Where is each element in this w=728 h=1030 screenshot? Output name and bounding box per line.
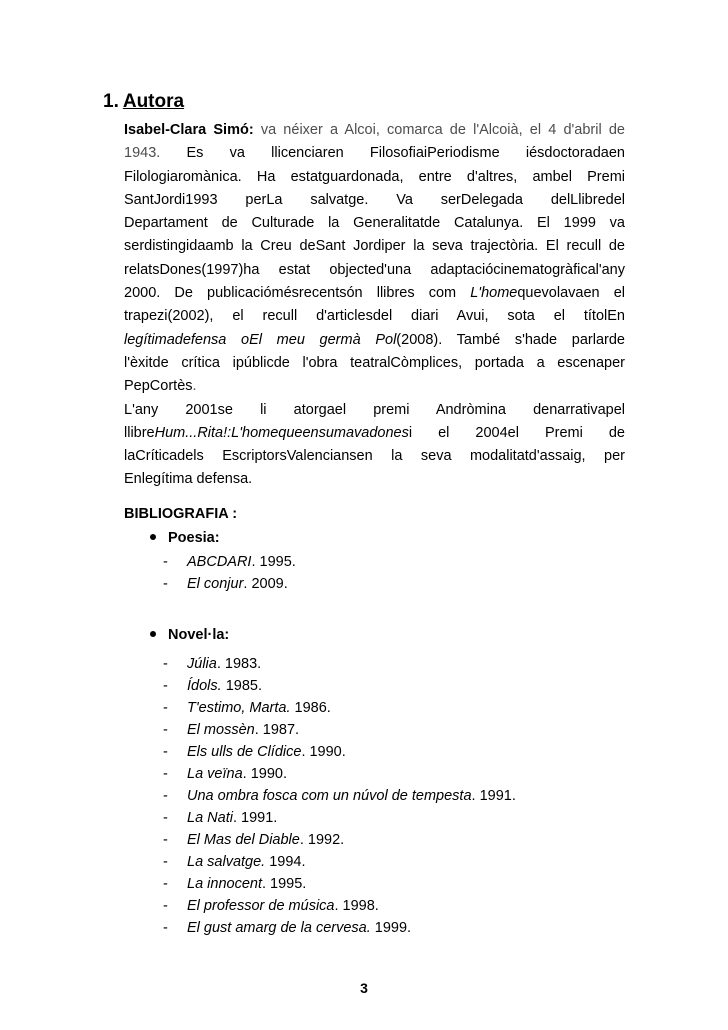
dash-icon: - <box>163 832 168 848</box>
bio-line: SantJordi1993 perLa salvatge. Va serDelegada delLlibredel <box>124 191 625 208</box>
list-item <box>163 653 516 675</box>
book-title: La salvatge. <box>187 854 266 870</box>
dash-icon: - <box>163 576 168 592</box>
list-item <box>163 807 516 829</box>
book-year: 1999. <box>370 920 412 936</box>
bio-line: 2000. De publicaciómésrecentsón llibres com L'homequevolavaen el <box>124 285 625 302</box>
dash-icon: - <box>163 788 168 804</box>
dash-icon: - <box>163 678 168 694</box>
book-year: . 1995. <box>261 876 307 892</box>
book-title: Els ulls de Clídice <box>187 744 302 760</box>
list-item <box>163 573 296 595</box>
book-title: Júlia <box>187 656 217 672</box>
book-year: . 1991. <box>232 810 278 826</box>
book-title: La Nati <box>187 810 233 826</box>
bio-line: L'any 2001se li atorgael premi Andròmina denarrativapel <box>124 401 625 418</box>
author-name: Isabel-Clara Simó: <box>124 122 254 138</box>
book-title: Ídols. <box>187 678 222 694</box>
bio-line: PepCortès. <box>124 378 197 395</box>
list-item <box>163 675 516 697</box>
category-label: Poesia: <box>168 530 220 546</box>
bio-line: Isabel-Clara Simó: va néixer a Alcoi, comarca de l'Alcoià, el 4 d'abril de <box>124 122 625 138</box>
book-year: . 1998. <box>334 898 379 914</box>
list-item <box>163 697 516 719</box>
book-year: . 1995. <box>251 554 296 570</box>
bio-line: llibreHum...Rita!:L'homequeensumavadonesi el 2004el Premi de <box>124 424 625 441</box>
dash-icon: - <box>163 876 168 892</box>
bullet-icon <box>150 528 168 548</box>
dash-icon: - <box>163 554 168 570</box>
dash-icon: - <box>163 722 168 738</box>
category-poesia <box>150 528 220 548</box>
bio-line: Enlegítima defensa. <box>124 471 253 488</box>
bio-line: trapezi(2002), el recull d'articlesdel diari Avui, sota el títolEn <box>124 308 625 325</box>
section-heading <box>103 90 184 114</box>
book-year: . 1991. <box>471 788 516 804</box>
list-item <box>163 917 516 939</box>
book-title: El conjur <box>187 576 244 592</box>
bio-line: Departament de Culturade la Generalitatde Catalunya. El 1999 va <box>124 215 625 232</box>
section-title: Autora <box>122 91 185 112</box>
page-number: 3 <box>360 980 368 996</box>
book-year: 1986. <box>290 700 331 716</box>
list-item <box>163 551 296 573</box>
category-novella <box>150 625 229 645</box>
list-item <box>163 829 516 851</box>
book-year: . 2009. <box>243 576 288 592</box>
book-year: . 1983. <box>216 656 262 672</box>
book-year: . 1990. <box>301 744 346 760</box>
dash-icon: - <box>163 656 168 672</box>
book-title: El gust amarg de la cervesa. <box>187 920 371 936</box>
bio-line: 1943. Es va llicenciaren FilosofiaiPeriodisme iésdoctoradaen <box>124 145 625 162</box>
book-year: . 1992. <box>299 832 345 848</box>
bio-line: legítimadefensa oEl meu germà Pol(2008). També s'hade parlarde <box>124 331 625 348</box>
dash-icon: - <box>163 920 168 936</box>
list-item <box>163 873 516 895</box>
book-title: La veïna <box>187 766 243 782</box>
list-item <box>163 851 516 873</box>
book-year: 1994. <box>265 854 306 870</box>
book-title: ABCDARI <box>187 554 252 570</box>
bullet-icon <box>150 625 168 645</box>
bio-line: serdistingidaamb la Creu deSant Jordiper la seva trajectòria. El recull de <box>124 238 625 255</box>
list-item <box>163 741 516 763</box>
book-title: La innocent <box>187 876 262 892</box>
list-item <box>163 895 516 917</box>
bibliography-label: BIBLIOGRAFIA : <box>124 506 238 522</box>
book-title: T'estimo, Marta. <box>187 700 291 716</box>
dash-icon: - <box>163 744 168 760</box>
bio-line: Filologiaromànica. Ha estatguardonada, entre d'altres, ambel Premi <box>124 168 625 185</box>
book-title: El professor de música <box>187 898 335 914</box>
list-item <box>163 763 516 785</box>
book-year: . 1987. <box>254 722 300 738</box>
bio-line: l'èxitde crítica ipúblicde l'obra teatralCòmplices, portada a escenaper <box>124 354 625 371</box>
bio-line: relatsDones(1997)ha estat objected'una adaptaciócinematogràfical'any <box>124 261 625 278</box>
novella-list <box>163 653 516 939</box>
book-title: Una ombra fosca com un núvol de tempesta <box>187 788 472 804</box>
dash-icon: - <box>163 898 168 914</box>
biography-paragraph <box>124 119 625 492</box>
dash-icon: - <box>163 700 168 716</box>
dash-icon: - <box>163 766 168 782</box>
section-number: 1. <box>103 91 119 112</box>
dash-icon: - <box>163 854 168 870</box>
bio-line: laCríticadels EscriptorsValenciansen la seva modalitatd'assaig, per <box>124 448 625 465</box>
dash-icon: - <box>163 810 168 826</box>
book-year: 1985. <box>221 678 262 694</box>
book-title: El Mas del Diable <box>187 832 300 848</box>
list-item <box>163 719 516 741</box>
book-title: El mossèn <box>187 722 255 738</box>
category-label: Novel·la: <box>168 627 230 643</box>
list-item <box>163 785 516 807</box>
poesia-list <box>163 551 296 595</box>
book-year: . 1990. <box>242 766 287 782</box>
